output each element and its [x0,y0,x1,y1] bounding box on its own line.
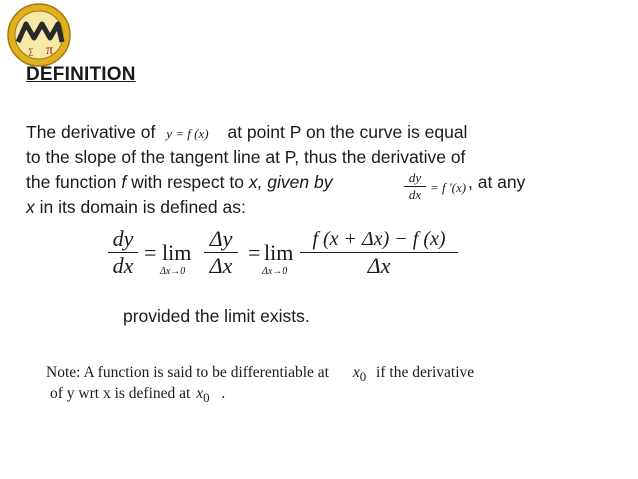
lim-operator: lim [162,240,192,265]
x0-symbol: $x_0$ [196,385,210,406]
text: in its domain is defined as: [39,197,246,217]
text: x [26,197,35,217]
equals-sign: = [248,240,261,265]
text: Note: A function is said to be differentiable at [46,364,329,381]
text: with respect to [131,172,244,192]
text: , at any [468,172,526,192]
text: x, given by [248,172,333,192]
paragraph-line-4 [26,195,246,219]
fraction-dy-dx [108,226,138,279]
text: of y wrt x is defined at [50,385,191,402]
lim-subscript: Δx→0 [262,266,288,277]
fraction-difference-quotient [300,226,458,279]
svg-text:π: π [46,43,54,58]
denominator: Δx [209,253,233,278]
text: f [121,172,127,192]
x0-symbol: $x_0$ [352,364,367,385]
denominator: dx [112,253,134,278]
condition-text: provided the limit exists. [123,306,310,326]
lim-operator: lim [264,240,294,265]
equals-sign: = [144,240,157,265]
numerator: dy [408,170,422,185]
text: at point P on the curve is equal [227,122,468,142]
paragraph-line-3 [26,170,332,194]
text: if the derivative [376,364,475,381]
lim-subscript: Δx→0 [160,266,186,277]
equation-y-fx: y = f (x) [166,126,209,141]
text: The derivative of [26,122,156,142]
numerator: Δy [209,226,233,251]
text: the function [26,172,117,192]
text: . [221,385,226,402]
svg-text:∑: ∑ [28,47,34,56]
fraction-delta-y-delta-x [204,226,238,279]
note-line-1 [46,364,474,385]
note-line-2 [50,385,225,406]
paragraph-line-1 [26,120,467,146]
denominator: Δx [367,253,391,278]
denominator: dx [408,187,422,202]
university-seal-icon [6,2,72,68]
numerator: dy [112,226,134,251]
numerator: f (x + Δx) − f (x) [312,228,446,250]
page-title: DEFINITION [26,64,136,85]
fraction-dy-dx-inline [404,170,426,203]
equation-f-prime: = f '(x) [430,180,467,195]
paragraph-line-2: to the slope of the tangent line at P, thus the derivative of [26,147,466,167]
